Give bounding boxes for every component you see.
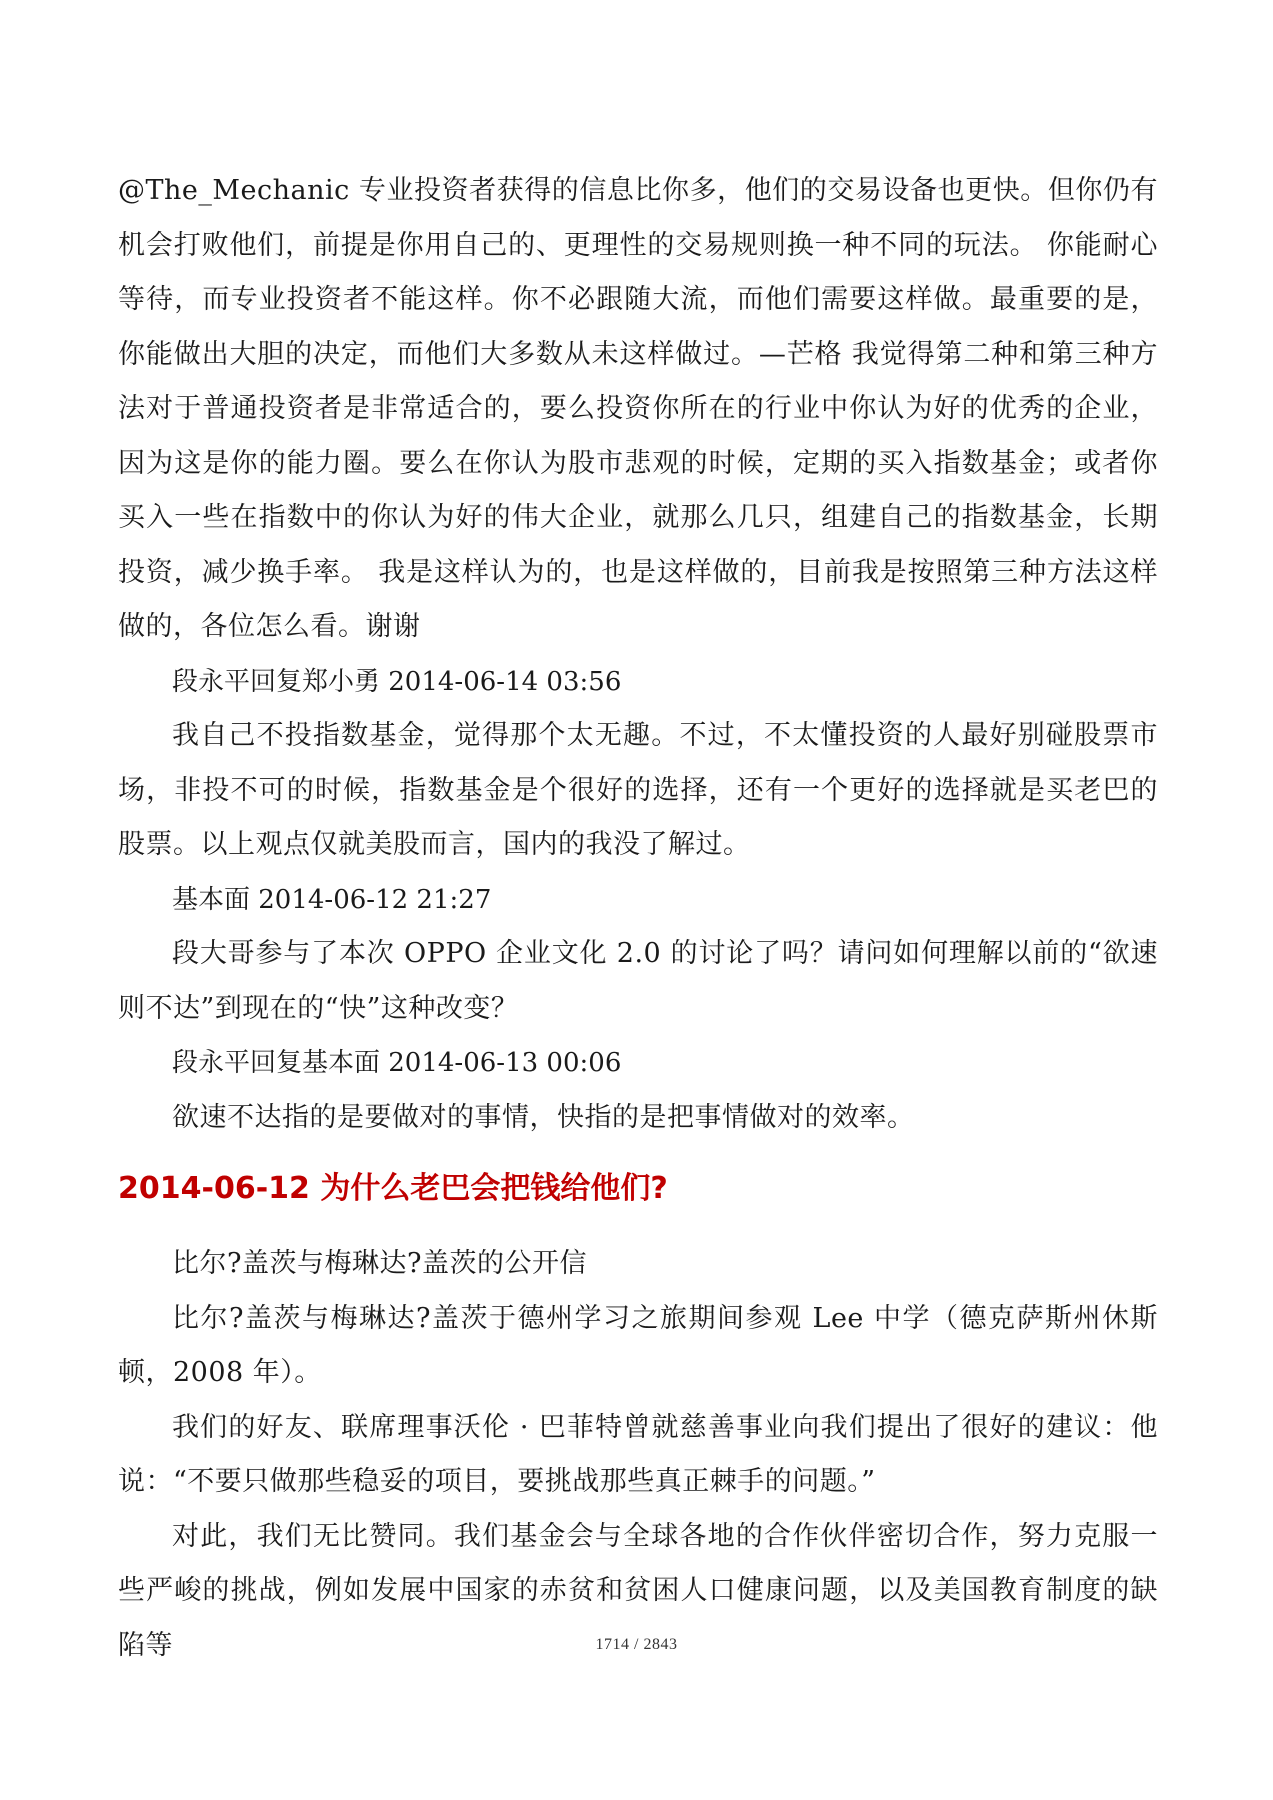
section-heading: 2014-06-12 为什么老巴会把钱给他们? xyxy=(118,1171,668,1206)
section-paragraph: 我们的好友、联席理事沃伦 · 巴菲特曾就慈善事业向我们提出了很好的建议：他说：“不要只做那些稳妥的项目，要挑战那些真正棘手的问题。” xyxy=(118,1411,1158,1497)
reply-text: 欲速不达指的是要做对的事情，快指的是把事情做对的效率。 xyxy=(172,1101,915,1133)
reply-meta: 段永平回复郑小勇 2014-06-14 03:56 xyxy=(172,666,622,697)
comment-meta: 基本面 2014-06-12 21:27 xyxy=(172,884,492,915)
comment-text: 段大哥参与了本次 OPPO 企业文化 2.0 的讨论了吗？请问如何理解以前的“欲速则不达”到现在的“快”这种改变？ xyxy=(118,938,1158,1024)
page-number: 1714 / 2843 xyxy=(595,1636,678,1653)
reply-meta: 段永平回复基本面 2014-06-13 00:06 xyxy=(172,1048,622,1078)
comment-paragraph: @The_Mechanic 专业投资者获得的信息比你多，他们的交易设备也更快。但你仍有机会打败他们，前提是你用自己的、更理性的交易规则换一种不同的玩法。 你能耐心等待，而专业投资者不能这样。你不必跟随大流，而他们需要这样做。最重要的是，你能做出大胆的决定，而他们大多数从未这样做过。—芒格 我觉得第二种和第三种方法对于普通投资者是非常适合的，要么投资你所在的行业中你认为好的优秀的企业，因为这是你的能力圈。要么在你认为股市悲观的时候，定期的买入指数基金；或者你买入一些在指数中的你认为好的伟大企业，就那么几只，组建自己的指数基金，长期投资，减少换手率。 我是这样认为的，也是这样做的，目前我是按照第三种方法这样做的，各位怎么看。谢谢 xyxy=(118,175,1158,642)
section-paragraph: 对此，我们无比赞同。我们基金会与全球各地的合作伙伴密切合作，努力克服一些严峻的挑战，例如发展中国家的赤贫和贫困人口健康问题，以及美国教育制度的缺陷等 xyxy=(118,1520,1158,1661)
page-body xyxy=(118,164,1158,1673)
reply-text: 我自己不投指数基金，觉得那个太无趣。不过，不太懂投资的人最好别碰股票市场，非投不可的时候，指数基金是个很好的选择，还有一个更好的选择就是买老巴的股票。以上观点仅就美股而言，国内的我没了解过。 xyxy=(118,720,1158,860)
section-paragraph: 比尔?盖茨与梅琳达?盖茨的公开信 xyxy=(172,1248,587,1279)
section-paragraph: 比尔?盖茨与梅琳达?盖茨于德州学习之旅期间参观 Lee 中学（德克萨斯州休斯顿，2008 年）。 xyxy=(118,1302,1158,1388)
